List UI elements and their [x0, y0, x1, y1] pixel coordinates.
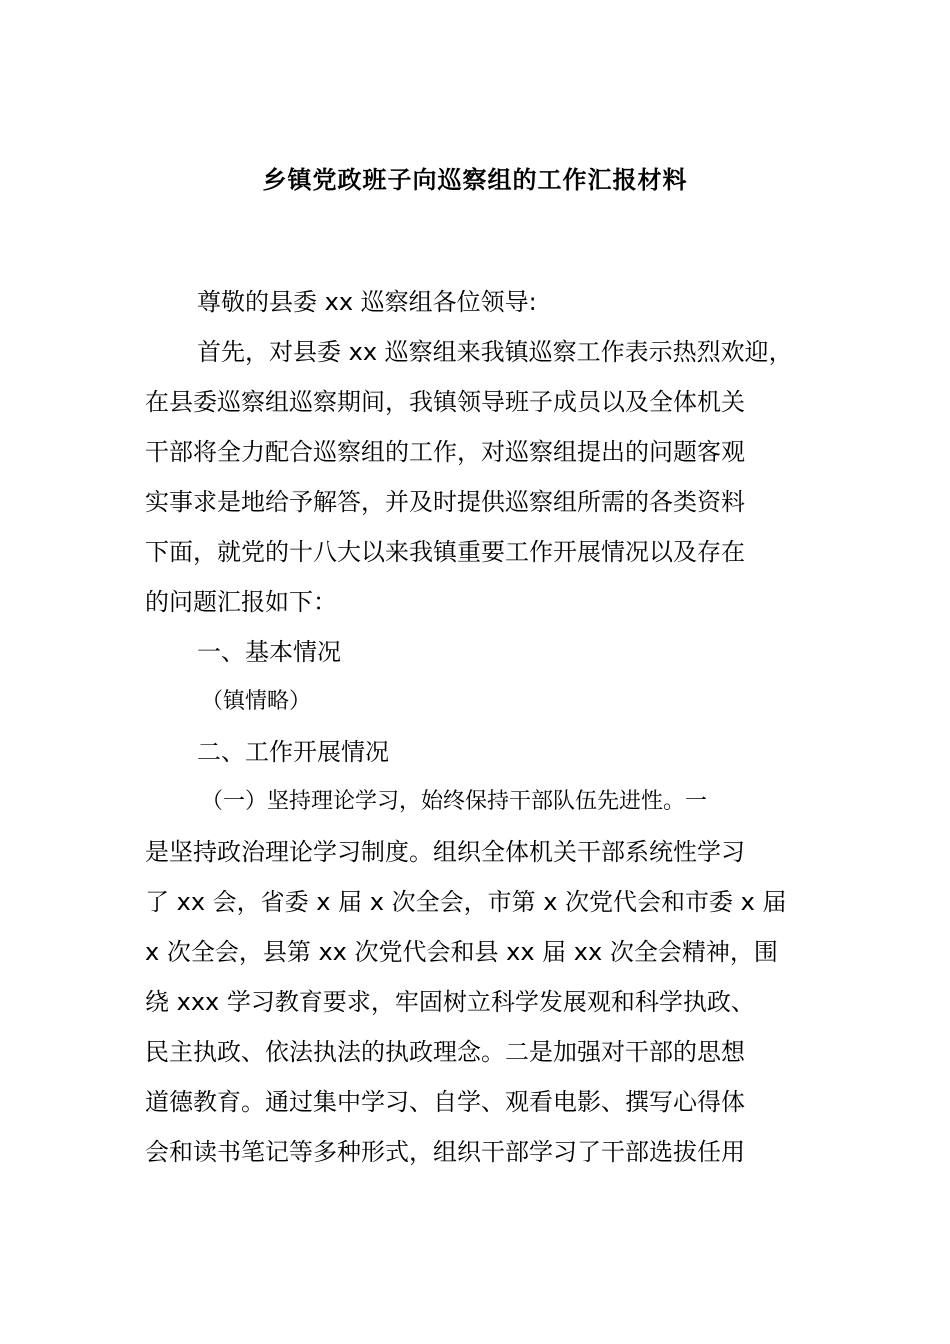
paragraph-line: 道德教育。通过集中学习、自学、观看电影、撰写心得体	[145, 1088, 745, 1116]
document-title: 乡镇党政班子向巡察组的工作汇报材料	[262, 166, 688, 194]
subsection-line: （一）坚持理论学习，始终保持干部队伍先进性。一	[201, 789, 708, 814]
paragraph-line: 干部将全力配合巡察组的工作，对巡察组提出的问题客观	[145, 438, 745, 466]
salutation-line: 尊敬的县委 xx 巡察组各位领导:	[197, 288, 537, 316]
section-heading-basic: 一、基本情况	[197, 638, 341, 666]
paragraph-line: 绕 xxx 学习教育要求，牢固树立科学发展观和科学执政、	[145, 988, 755, 1016]
paragraph-line: 下面，就党的十八大以来我镇重要工作开展情况以及存在	[145, 538, 745, 566]
paragraph-line: 的问题汇报如下：	[145, 588, 337, 616]
paragraph-line: 是坚持政治理论学习制度。组织全体机关干部系统性学习	[145, 838, 745, 866]
section-heading-work: 二、工作开展情况	[197, 738, 389, 766]
paragraph-line: 民主执政、依法执法的执政理念。二是加强对干部的思想	[145, 1038, 745, 1066]
paragraph-line: x 次全会，县第 xx 次党代会和县 xx 届 xx 次全会精神，围	[145, 938, 778, 966]
paragraph-line: 在县委巡察组巡察期间，我镇领导班子成员以及全体机关	[145, 388, 745, 416]
paragraph-line: 了 xx 会，省委 x 届 x 次全会，市第 x 次党代会和市委 x 届	[145, 888, 787, 916]
paragraph-line: 会和读书笔记等多种形式，组织干部学习了干部选拔任用	[145, 1138, 745, 1166]
paragraph-line: 实事求是地给予解答，并及时提供巡察组所需的各类资料	[145, 488, 745, 516]
paragraph-line: 首先，对县委 xx 巡察组来我镇巡察工作表示热烈欢迎，	[197, 338, 793, 366]
document-body	[145, 277, 835, 1177]
section-note: （镇情略）	[201, 689, 312, 714]
